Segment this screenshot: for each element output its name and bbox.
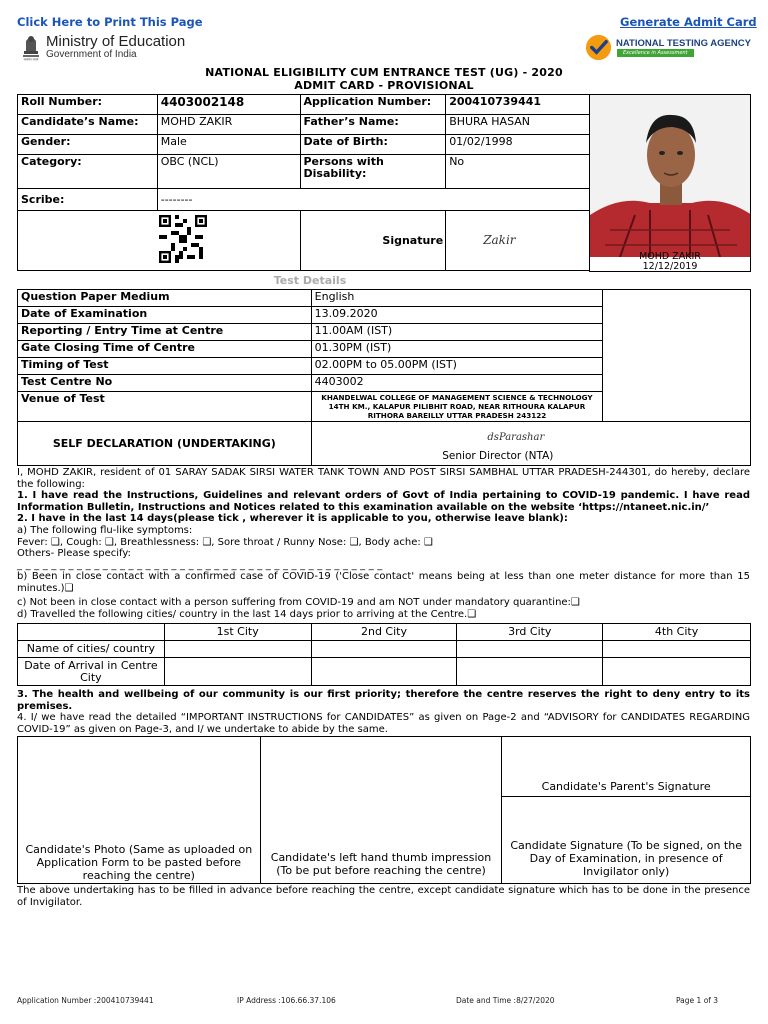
- self-declaration-label: SELF DECLARATION (UNDERTAKING): [18, 422, 312, 466]
- others-specify: Others- Please specify:: [17, 548, 131, 559]
- footer-page-number: Page 1 of 3: [676, 996, 719, 1005]
- director-sign-cell: [311, 422, 750, 466]
- qr-code-icon: [159, 215, 207, 263]
- father-name-value: BHURA HASAN: [446, 115, 590, 135]
- signature-label: Signature: [300, 211, 446, 271]
- scribe-value: --------: [157, 189, 589, 211]
- candidate-photo-image: [590, 95, 751, 257]
- city-header-2: 2nd City: [311, 624, 457, 641]
- declaration-point-2c[interactable]: c) Not been in close contact with a person suffering from COVID-19 and am NOT under mandatory quarantine:❑: [17, 597, 580, 608]
- reporting-time-label: Reporting / Entry Time at Centre: [18, 324, 312, 341]
- photo-name: MOHD ZAKIR: [639, 251, 701, 262]
- ministry-name: Ministry of Education: [46, 33, 186, 50]
- ministry-sub: Government of India: [46, 49, 137, 60]
- director-signature: dsParashar: [487, 432, 545, 443]
- nta-name: NATIONAL TESTING AGENCY: [616, 38, 751, 49]
- category-value: OBC (NCL): [157, 155, 300, 189]
- scribe-label: Scribe:: [18, 189, 158, 211]
- candidate-signature-box[interactable]: Candidate Signature (To be signed, on the Day of Examination, in presence of Invigilator only): [502, 797, 751, 884]
- qr-code-cell: [18, 211, 301, 271]
- nta-logo-icon: [584, 33, 613, 62]
- city-name-label: Name of cities/ country: [18, 641, 165, 658]
- medium-label: Question Paper Medium: [18, 290, 312, 307]
- arrival-date-3[interactable]: [457, 658, 603, 686]
- dob-label: Date of Birth:: [300, 135, 446, 155]
- closing-note: The above undertaking has to be filled in advance before reaching the centre, except candidate signature which has to be done in the presence of Invigilator.: [17, 885, 750, 908]
- photo-date: 12/12/2019: [642, 261, 698, 272]
- ashoka-emblem-icon: [20, 31, 42, 61]
- test-details-table: [17, 289, 751, 466]
- candidate-photo-box[interactable]: Candidate's Photo (Same as uploaded on Application Form to be pasted before reaching the centre): [18, 737, 261, 884]
- roll-number-label: Roll Number:: [18, 95, 158, 115]
- declaration-point-4: 4. I/ we have read the detailed “IMPORTANT INSTRUCTIONS for CANDIDATES” as given on Page-2 and “ADVISORY for CANDIDATES REGARDING COVID-19” as given on Page-3, and I/ we undertake to abide by the same.: [17, 712, 750, 735]
- test-details-heading: Test Details: [273, 274, 347, 287]
- arrival-date-4[interactable]: [603, 658, 751, 686]
- gate-closing-label: Gate Closing Time of Centre: [18, 341, 312, 358]
- city-name-2[interactable]: [311, 641, 457, 658]
- pwd-value: No: [446, 155, 590, 189]
- reporting-time-value: 11.00AM (IST): [311, 324, 603, 341]
- timing-label: Timing of Test: [18, 358, 312, 375]
- nta-tagline: Excellence in Assessment: [617, 49, 694, 57]
- exam-title: NATIONAL ELIGIBILITY CUM ENTRANCE TEST (UG) - 2020: [205, 66, 563, 79]
- candidate-details-table: [17, 94, 590, 271]
- centre-no-value: 4403002: [311, 375, 603, 392]
- footer-date-time: Date and Time :8/27/2020: [456, 996, 555, 1005]
- director-label: Senior Director (NTA): [442, 450, 554, 462]
- thumb-impression-box[interactable]: Candidate's left hand thumb impression (To be put before reaching the centre): [260, 737, 502, 884]
- signature-boxes-table: [17, 736, 751, 884]
- dob-value: 01/02/1998: [446, 135, 590, 155]
- generate-admit-card-link[interactable]: Generate Admit Card: [620, 15, 757, 29]
- declaration-point-2a: a) The following flu-like symptoms:: [17, 525, 193, 536]
- declaration-point-2: 2. I have in the last 14 days(please tick , wherever it is applicable to you, otherwise leave blank):: [17, 513, 568, 524]
- candidate-photo: [589, 94, 751, 272]
- arrival-date-2[interactable]: [311, 658, 457, 686]
- symptoms-checklist[interactable]: Fever: ❑, Cough: ❑, Breathlessness: ❑, Sore throat / Runny Nose: ❑, Body ache: ❑: [17, 537, 433, 548]
- declaration-intro: I, MOHD ZAKIR, resident of 01 SARAY SADAK SIRSI WATER TANK TOWN AND POST SIRSI SAMBHAL UTTAR PRADESH-244301, do hereby, declare the following:: [17, 467, 750, 490]
- admit-card-title: ADMIT CARD - PROVISIONAL: [294, 79, 474, 92]
- city-header-3: 3rd City: [457, 624, 603, 641]
- category-label: Category:: [18, 155, 158, 189]
- travel-cities-table: [17, 623, 751, 686]
- exam-date-value: 13.09.2020: [311, 307, 603, 324]
- declaration-point-2b[interactable]: b) Been in close contact with a confirmed case of COVID-19 ('Close contact' means being at less than one meter distance for more than 15 minutes.)❑: [17, 571, 750, 594]
- arrival-date-label: Date of Arrival in Centre City: [18, 658, 165, 686]
- blank-header-cell: [18, 624, 165, 641]
- medium-value: English: [311, 290, 603, 307]
- venue-value: KHANDELWAL COLLEGE OF MANAGEMENT SCIENCE & TECHNOLOGY 14TH KM., KALAPUR PILIBHIT ROAD, NEAR RITHOURA KALAPUR RITHORA BAREILLY UTTAR PRADESH 243122: [311, 392, 603, 422]
- gender-value: Male: [157, 135, 300, 155]
- timing-value: 02.00PM to 05.00PM (IST): [311, 358, 603, 375]
- application-number-label: Application Number:: [300, 95, 446, 115]
- city-name-1[interactable]: [164, 641, 311, 658]
- city-name-4[interactable]: [603, 641, 751, 658]
- city-header-4: 4th City: [603, 624, 751, 641]
- others-blank-line[interactable]: _ _ _ _ _ _ _ _ _ _ _ _ _ _ _ _ _ _ _ _ _ _ _ _ _ _ _ _ _ _ _ _ _ _ _ _ _ _ _ _ _ _ _: [17, 560, 383, 571]
- centre-no-label: Test Centre No: [18, 375, 312, 392]
- gender-label: Gender:: [18, 135, 158, 155]
- city-name-3[interactable]: [457, 641, 603, 658]
- print-page-link[interactable]: Click Here to Print This Page: [17, 15, 203, 29]
- father-name-label: Father’s Name:: [300, 115, 446, 135]
- blank-cell: [603, 290, 751, 422]
- footer-application-number: Application Number :200410739441: [17, 996, 154, 1005]
- declaration-point-3: 3. The health and wellbeing of our community is our first priority; therefore the centre reserves the right to deny entry to its premises.: [17, 689, 750, 712]
- svg-text:सत्यमेव जयते: सत्यमेव जयते: [23, 57, 39, 61]
- exam-date-label: Date of Examination: [18, 307, 312, 324]
- pwd-label: Persons with Disability:: [300, 155, 446, 189]
- roll-number-value: 4403002148: [157, 95, 300, 115]
- venue-label: Venue of Test: [18, 392, 312, 422]
- candidate-signature-image: Zakir: [446, 211, 590, 271]
- declaration-point-2d[interactable]: d) Travelled the following cities/ country in the last 14 days prior to arriving at the Centre.❑: [17, 609, 477, 620]
- arrival-date-1[interactable]: [164, 658, 311, 686]
- city-header-1: 1st City: [164, 624, 311, 641]
- parent-signature-box[interactable]: Candidate's Parent's Signature: [502, 737, 751, 797]
- application-number-value: 200410739441: [446, 95, 590, 115]
- candidate-name-label: Candidate’s Name:: [18, 115, 158, 135]
- declaration-point-1: 1. I have read the Instructions, Guidelines and relevant orders of Govt of India pertaining to COVID-19 pandemic. I have read Information Bulletin, Instructions and Notices related to this examination available on the website ‘https://ntaneet.nic.in/’: [17, 490, 750, 513]
- gate-closing-value: 01.30PM (IST): [311, 341, 603, 358]
- candidate-name-value: MOHD ZAKIR: [157, 115, 300, 135]
- footer-ip-address: IP Address :106.66.37.106: [237, 996, 336, 1005]
